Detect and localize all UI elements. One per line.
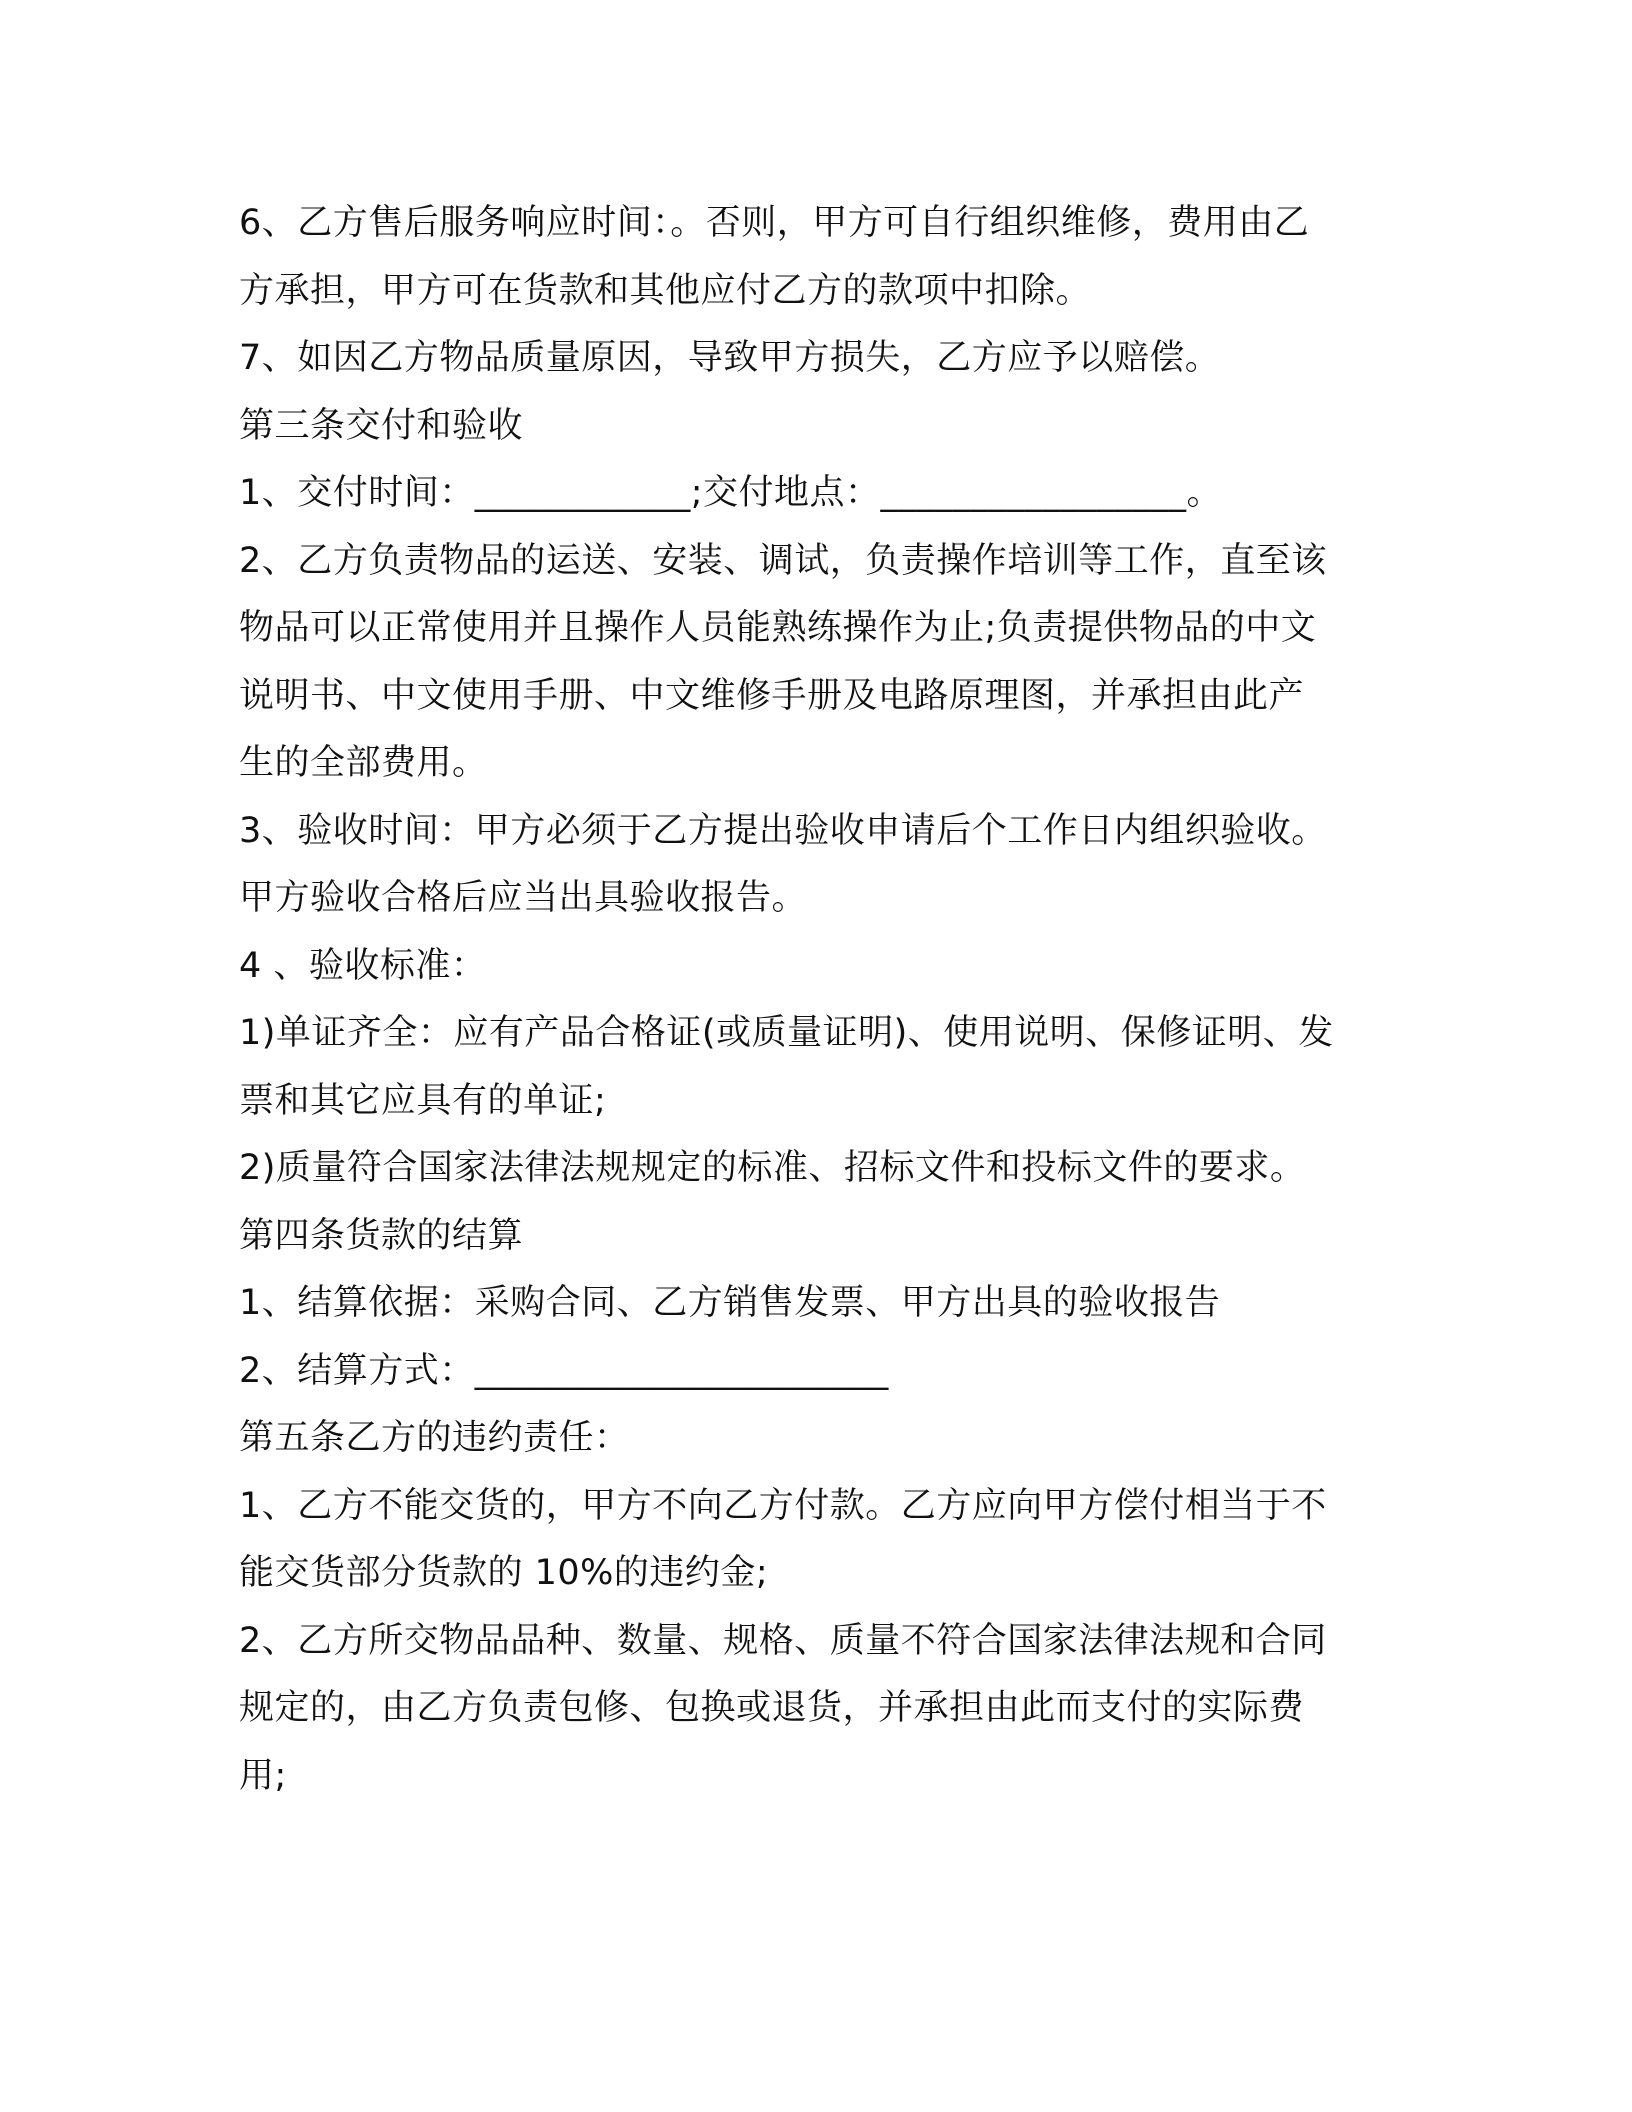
clause-6-line-1: 6、乙方售后服务响应时间：。否则，甲方可自行组织维修，费用由乙 [239,203,1310,243]
clause-2-line-2: 物品可以正常使用并且操作人员能熟练操作为止;负责提供物品的中文 [239,608,1317,648]
clause-2-line-4: 生的全部费用。 [239,743,488,783]
clause-7: 7、如因乙方物品质量原因，导致甲方损失，乙方应予以赔偿。 [239,338,1221,378]
breach-1-line-2: 能交货部分货款的 10%的违约金; [239,1553,769,1593]
breach-2-line-1: 2、乙方所交物品品种、数量、规格、质量不符合国家法律法规和合同 [239,1620,1327,1661]
acceptance-standard-heading: 4 、验收标准： [239,945,487,986]
clause-2-line-1: 2、乙方负责物品的运送、安装、调试，负责操作培训等工作，直至该 [239,540,1327,581]
acceptance-time-line-2: 甲方验收合格后应当出具验收报告。 [239,878,808,918]
standard-1-line-1: 1)单证齐全：应有产品合格证(或质量证明)、使用说明、保修证明、发 [239,1013,1334,1053]
standard-2: 2)质量符合国家法律法规规定的标准、招标文件和投标文件的要求。 [239,1148,1306,1188]
standard-1-line-2: 票和其它应具有的单证; [239,1080,607,1121]
settlement-basis: 1、结算依据：采购合同、乙方销售发票、甲方出具的验收报告 [239,1283,1221,1323]
settlement-method: 2、结算方式：_______________________ [239,1350,889,1391]
delivery-time-place: 1、交付时间：____________;交付地点：_________________。 [239,473,1223,513]
clause-6-line-2: 方承担，甲方可在货款和其他应付乙方的款项中扣除。 [239,270,1092,311]
breach-2-line-3: 用; [239,1755,287,1796]
article-3-heading: 第三条交付和验收 [239,405,524,446]
article-4-heading: 第四条货款的结算 [239,1215,524,1256]
acceptance-time-line-1: 3、验收时间：甲方必须于乙方提出验收申请后个工作日内组织验收。 [239,810,1327,851]
document-body [239,190,1399,1810]
article-5-heading: 第五条乙方的违约责任： [239,1418,630,1458]
breach-1-line-1: 1、乙方不能交货的，甲方不向乙方付款。乙方应向甲方偿付相当于不 [239,1485,1327,1526]
breach-2-line-2: 规定的，由乙方负责包修、包换或退货，并承担由此而支付的实际费 [239,1688,1305,1728]
clause-2-line-3: 说明书、中文使用手册、中文维修手册及电路原理图，并承担由此产 [239,675,1305,716]
